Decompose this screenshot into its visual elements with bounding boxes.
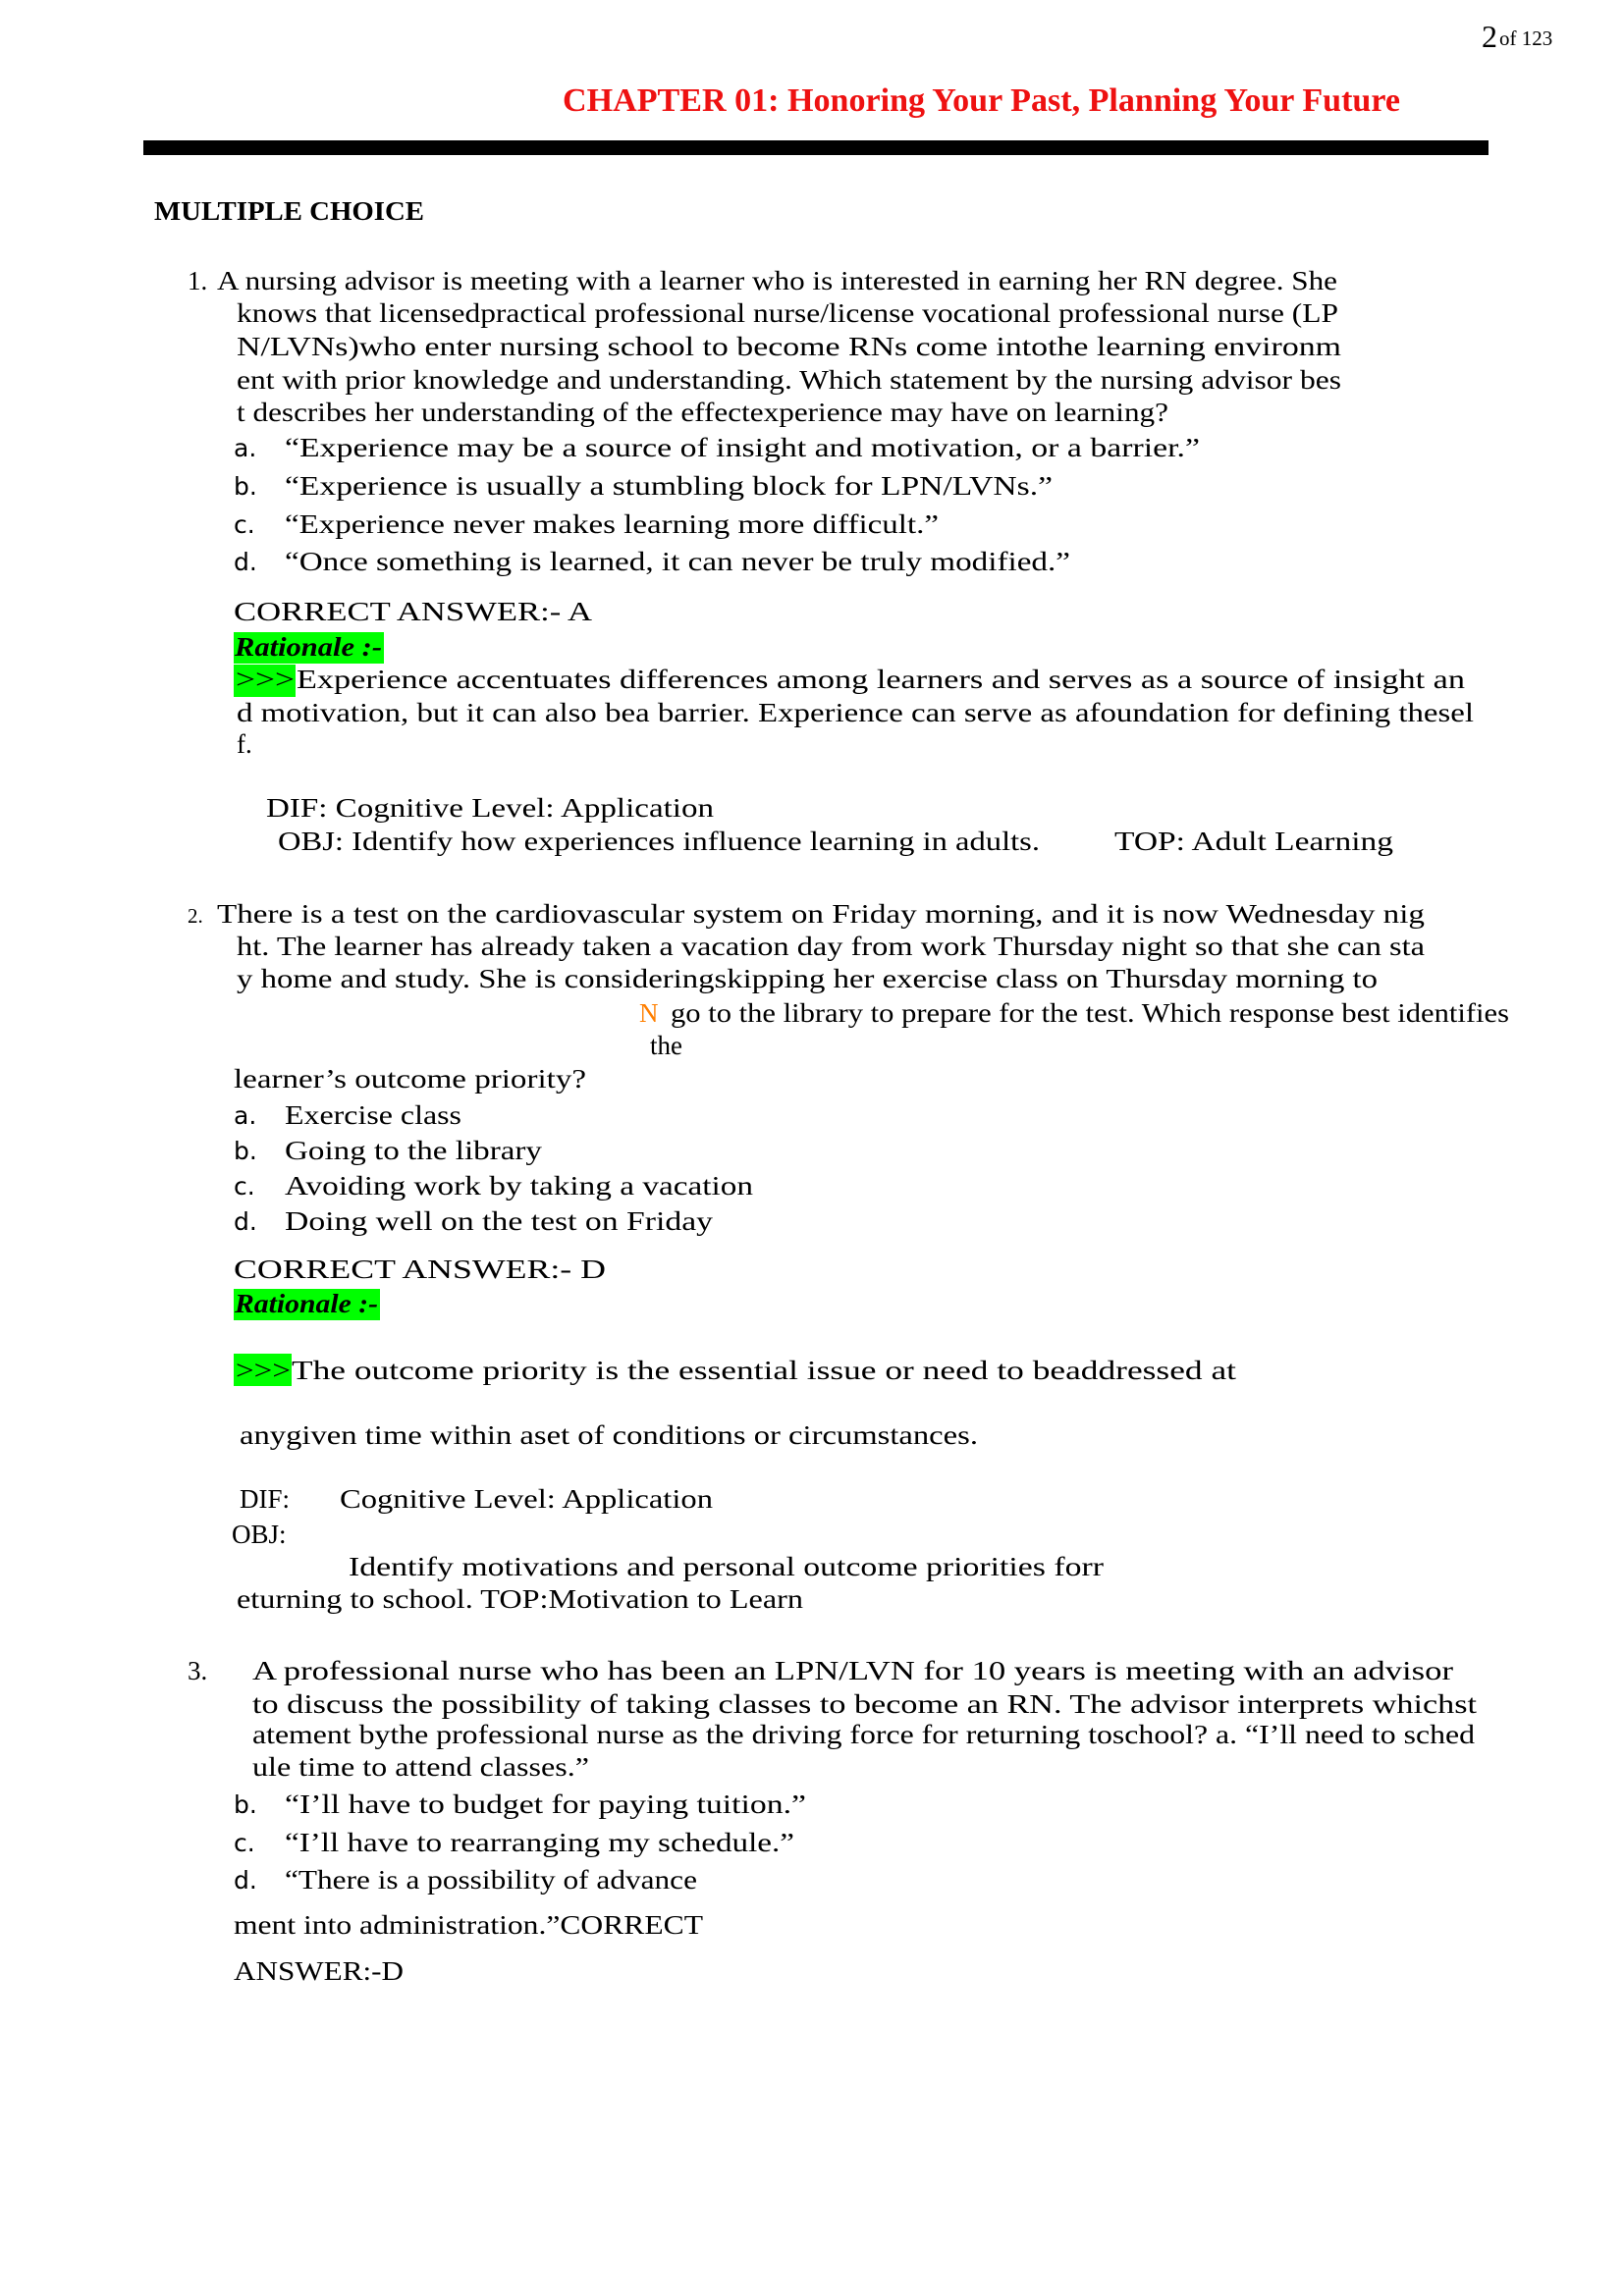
question-number: 3. <box>188 1656 208 1685</box>
question-text-line: A professional nurse who has been an LPN/LVN for 10 years is meeting with an advisor <box>252 1656 1453 1685</box>
option-label: d. <box>234 548 257 576</box>
option-text: “Once something is learned, it can never be truly modified.” <box>285 547 1070 576</box>
rationale-marker: >>> <box>236 1356 291 1385</box>
option-label: b. <box>234 472 257 501</box>
option-label: a. <box>234 1101 257 1130</box>
question-2 <box>188 899 1509 1614</box>
option-text: “Experience is usually a stumbling block for LPN/LVNs.” <box>285 471 1053 501</box>
page-total: of 123 <box>1499 27 1553 50</box>
difficulty-label: DIF: <box>240 1484 291 1514</box>
option-text: “I’ll have to budget for paying tuition.” <box>285 1789 806 1819</box>
chapter-title: CHAPTER 01: Honoring Your Past, Planning Your Future <box>563 82 1400 119</box>
question-1 <box>188 266 1474 856</box>
correct-answer: ANSWER:-D <box>234 1956 404 1986</box>
option-text: Going to the library <box>285 1136 543 1165</box>
rationale-text-line: anygiven time within aset of conditions or circumstances. <box>240 1420 978 1450</box>
question-text-line: ht. The learner has already taken a vacation day from work Thursday night so that she can sta <box>237 932 1426 961</box>
option-label: d. <box>234 1207 257 1236</box>
option-label: a. <box>234 434 257 462</box>
section-title: MULTIPLE CHOICE <box>154 196 424 226</box>
option-text: “There is a possibility of advance <box>285 1865 698 1895</box>
question-text-line: the <box>650 1031 682 1060</box>
objective: OBJ: Identify how experiences influence learning in adults. <box>278 827 1040 856</box>
option-text: “I’ll have to rearranging my schedule.” <box>285 1828 794 1857</box>
rationale-marker: >>> <box>236 665 295 694</box>
question-text-line: N/LVNs)who enter nursing school to become RNs come intothe learning environm <box>237 332 1341 361</box>
question-text-line: ent with prior knowledge and understanding. Which statement by the nursing advisor bes <box>237 365 1341 395</box>
option-label: c. <box>234 1829 255 1857</box>
difficulty: DIF: Cognitive Level: Application <box>266 793 715 823</box>
question-text-line: t describes her understanding of the effectexperience may have on learning? <box>237 398 1168 427</box>
stray-letter: N <box>639 998 659 1028</box>
question-text-line: y home and study. She is consideringskipping her exercise class on Thursday morning to <box>237 964 1378 993</box>
correct-answer: CORRECT ANSWER:- A <box>234 597 593 626</box>
option-text: “Experience may be a source of insight and motivation, or a barrier.” <box>285 433 1200 462</box>
question-number: 1. <box>188 266 208 295</box>
question-number: 2. <box>188 904 203 928</box>
question-text-line: A nursing advisor is meeting with a learner who is interested in earning her RN degree. She <box>217 266 1338 295</box>
rationale-text-line: f. <box>237 729 252 759</box>
option-label: b. <box>234 1137 257 1165</box>
page-number: 2 <box>1482 19 1497 54</box>
rationale-label: Rationale :- <box>233 632 383 662</box>
question-text-line: ule time to attend classes.” <box>252 1752 589 1782</box>
question-text-line: go to the library to prepare for the test. Which response best identifies <box>671 998 1509 1028</box>
correct-answer: CORRECT ANSWER:- D <box>234 1255 606 1284</box>
option-text: Avoiding work by taking a vacation <box>285 1171 754 1201</box>
option-label: d. <box>234 1866 257 1895</box>
rationale-text-line: The outcome priority is the essential issue or need to beaddressed at <box>292 1356 1237 1385</box>
question-text-line: knows that licensedpractical professional nurse/license vocational professional nurse (LP <box>237 298 1338 328</box>
header-rule <box>143 140 1489 155</box>
question-text-line: to discuss the possibility of taking classes to become an RN. The advisor interprets whichst <box>252 1689 1478 1719</box>
objective: eturning to school. TOP:Motivation to Learn <box>237 1584 804 1614</box>
topic: TOP: Adult Learning <box>1114 827 1393 856</box>
question-3 <box>188 1656 1478 1986</box>
difficulty: Cognitive Level: Application <box>340 1484 714 1514</box>
option-text: Exercise class <box>285 1100 461 1130</box>
rationale-label: Rationale :- <box>233 1289 379 1318</box>
option-label: b. <box>234 1790 257 1819</box>
option-text: Doing well on the test on Friday <box>285 1206 714 1236</box>
option-label: c. <box>234 510 255 539</box>
objective-label: OBJ: <box>232 1520 287 1549</box>
option-text: ment into administration.”CORRECT <box>234 1910 704 1940</box>
question-text-line: There is a test on the cardiovascular system on Friday morning, and it is now Wednesday nig <box>217 899 1425 929</box>
option-text: “Experience never makes learning more difficult.” <box>285 509 939 539</box>
rationale-text-line: Experience accentuates differences among learners and serves as a source of insight an <box>297 665 1466 694</box>
question-text-line: atement bythe professional nurse as the driving force for returning toschool? a. “I’ll need to sched <box>252 1720 1476 1749</box>
rationale-text-line: d motivation, but it can also bea barrier. Experience can serve as afoundation for defining thesel <box>237 698 1474 727</box>
objective: Identify motivations and personal outcome priorities forr <box>349 1552 1105 1581</box>
question-text-line: learner’s outcome priority? <box>234 1064 586 1094</box>
option-label: c. <box>234 1172 255 1201</box>
